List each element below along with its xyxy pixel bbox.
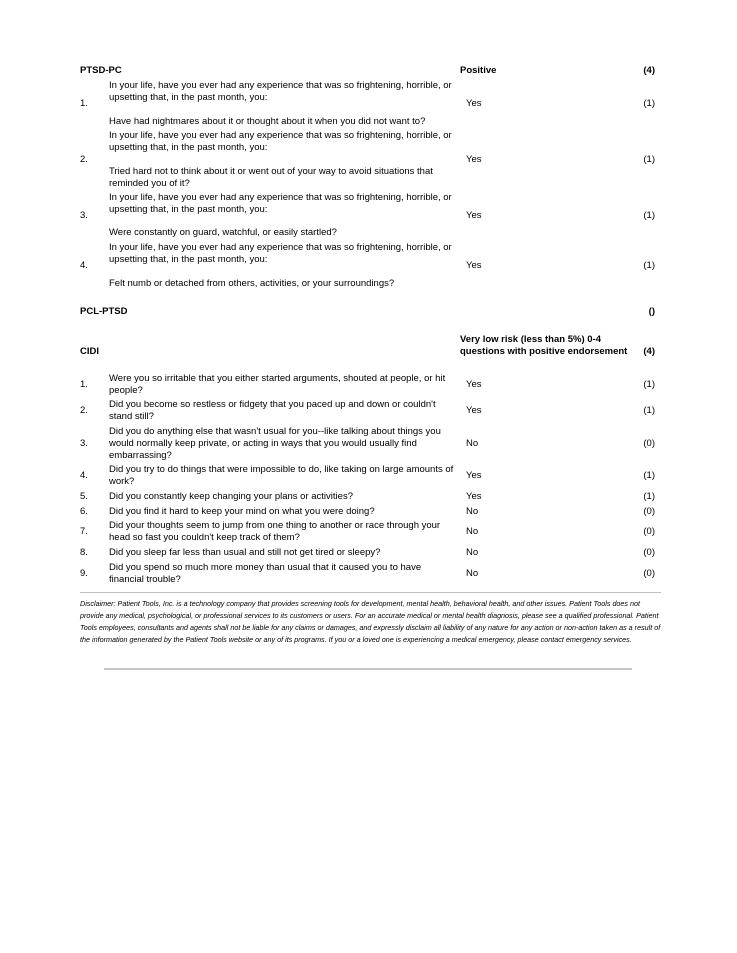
cidi-item-number: 4. [80, 470, 88, 481]
cidi-item-answer: No [466, 526, 479, 537]
pcl-section-title: PCL-PTSD [80, 306, 128, 317]
ptsd-item-score: (1) [643, 210, 655, 221]
disclaimer-divider [80, 592, 661, 593]
cidi-item-question: Did you try to do things that were impossible to do, like taking on large amounts of work? [109, 464, 454, 487]
cidi-item-score: (0) [643, 547, 655, 558]
cidi-item-score: (0) [643, 568, 655, 579]
ptsd-item-lead: In your life, have you ever had any experience that was so frightening, horrible, or upsetting that, in the past month, you: [109, 192, 452, 215]
cidi-section-title: CIDI [80, 346, 99, 357]
cidi-item-question: Did you spend so much more money than usual that it caused you to have financial trouble? [109, 562, 422, 585]
cidi-item-number: 7. [80, 526, 88, 537]
cidi-item-score: (0) [643, 526, 655, 537]
cidi-item-question: Were you so irritable that you either started arguments, shouted at people, or hit people? [109, 373, 446, 396]
ptsd-item-number: 1. [80, 98, 88, 109]
cidi-item-number: 5. [80, 491, 88, 502]
ptsd-item-score: (1) [643, 260, 655, 271]
cidi-item-answer: Yes [466, 470, 482, 481]
cidi-item-answer: No [466, 547, 479, 558]
ptsd-item-answer: Yes [466, 98, 482, 109]
cidi-item-question: Did you constantly keep changing your plans or activities? [109, 491, 353, 502]
pcl-total-score: () [648, 306, 655, 317]
cidi-item-question: Did you find it hard to keep your mind on what you were doing? [109, 506, 375, 517]
ptsd-item-answer: Yes [466, 210, 482, 221]
cidi-item-answer: Yes [466, 491, 482, 502]
ptsd-item-number: 3. [80, 210, 88, 221]
cidi-item-number: 8. [80, 547, 88, 558]
cidi-item-score: (1) [643, 470, 655, 481]
cidi-item-answer: No [466, 438, 479, 449]
ptsd-item-answer: Yes [466, 260, 482, 271]
cidi-item-answer: No [466, 506, 479, 517]
ptsd-item-lead: In your life, have you ever had any experience that was so frightening, horrible, or upsetting that, in the past month, you: [109, 242, 452, 265]
cidi-result: Very low risk (less than 5%) 0-4 questions with positive endorsement [460, 334, 628, 357]
cidi-item-question: Did you do anything else that wasn't usual for you--like talking about things you would normally keep private, or acting in ways that you would usually find embarrassing? [109, 426, 441, 461]
cidi-item-score: (0) [643, 438, 655, 449]
ptsd-item-number: 4. [80, 260, 88, 271]
footer-divider [104, 668, 632, 670]
ptsd-section-title: PTSD-PC [80, 65, 122, 76]
ptsd-item-question: Have had nightmares about it or thought about it when you did not want to? [109, 116, 426, 127]
cidi-item-question: Did you become so restless or fidgety that you paced up and down or couldn't stand still? [109, 399, 436, 422]
ptsd-item-number: 2. [80, 154, 88, 165]
cidi-item-answer: No [466, 568, 479, 579]
ptsd-item-lead: In your life, have you ever had any experience that was so frightening, horrible, or upsetting that, in the past month, you: [109, 80, 452, 103]
cidi-total-score: (4) [643, 346, 655, 357]
ptsd-item-score: (1) [643, 154, 655, 165]
cidi-item-answer: Yes [466, 379, 482, 390]
cidi-item-number: 1. [80, 379, 88, 390]
ptsd-item-question: Felt numb or detached from others, activities, or your surroundings? [109, 278, 395, 289]
cidi-item-number: 6. [80, 506, 88, 517]
disclaimer-text: Disclaimer: Patient Tools, Inc. is a technology company that provides screening tools for development, mental health, behavioral health, and other issues. Patient Tools does not provide any medical, psychological, or professional services to its customers or users. For an accurate medical or mental health diagnosis, please see a qualified professional. Patient Tools employees, consultants and agents shall not be liable for any claims or damages, and expressly disclaim all liability of any nature for any action or non-action taken as a result of the information generated by the Patient Tools website or any of its programs. If you or a loved one is experiencing a medical emergency, please contact emergency services. [80, 599, 661, 644]
ptsd-item-question: Were constantly on guard, watchful, or easily startled? [109, 227, 337, 238]
ptsd-item-question: Tried hard not to think about it or went out of your way to avoid situations that reminded you of it? [109, 166, 433, 189]
cidi-item-score: (1) [643, 379, 655, 390]
cidi-item-score: (0) [643, 506, 655, 517]
cidi-item-number: 9. [80, 568, 88, 579]
cidi-item-score: (1) [643, 405, 655, 416]
cidi-item-question: Did you sleep far less than usual and still not get tired or sleepy? [109, 547, 381, 558]
ptsd-item-score: (1) [643, 98, 655, 109]
ptsd-item-answer: Yes [466, 154, 482, 165]
cidi-item-number: 2. [80, 405, 88, 416]
ptsd-total-score: (4) [643, 65, 655, 76]
ptsd-result: Positive [460, 65, 497, 76]
cidi-item-number: 3. [80, 438, 88, 449]
cidi-item-question: Did your thoughts seem to jump from one thing to another or race through your head so fast you couldn't keep track of them? [109, 520, 441, 543]
cidi-item-score: (1) [643, 491, 655, 502]
ptsd-item-lead: In your life, have you ever had any experience that was so frightening, horrible, or upsetting that, in the past month, you: [109, 130, 452, 153]
cidi-item-answer: Yes [466, 405, 482, 416]
